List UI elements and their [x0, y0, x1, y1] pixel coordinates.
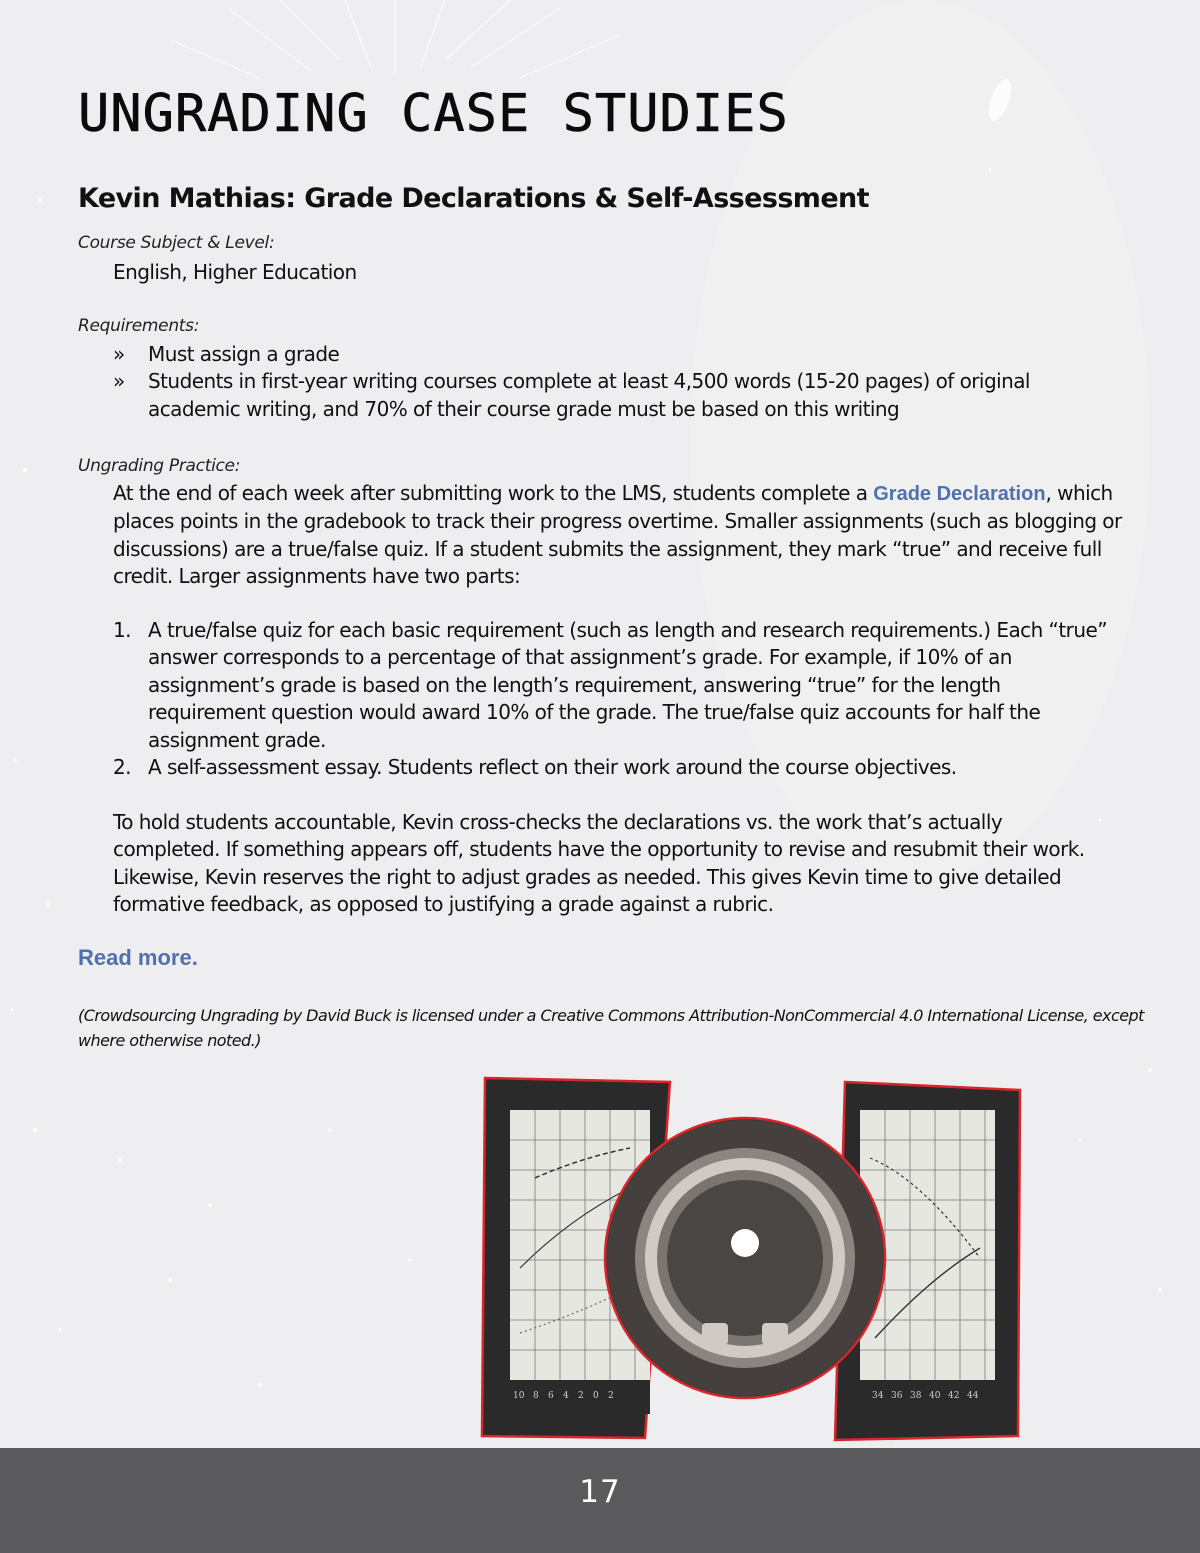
page-title: UNGRADING CASE STUDIES — [78, 84, 789, 144]
accountability-paragraph: To hold students accountable, Kevin cross-checks the declarations vs. the work that’s actually completed. If something appears off, students have the opportunity to revise and resubmit their work. Likewise, Kevin reserves the right to adjust grades as needed. This gives Kevin time to give detailed formative feedback, as opposed to justifying a grade against a rubric. — [113, 810, 1085, 917]
requirement-text: Students in first-year writing courses complete at least 4,500 words (15-20 pages) of original academic writing, and 70% of their course grade must be based on this writing — [148, 369, 1030, 421]
license-note: (Crowdsourcing Ungrading by David Buck is licensed under a Creative Commons Attribution-NonCommercial 4.0 International License, except where otherwise noted.) — [78, 1006, 1144, 1050]
list-item — [113, 754, 1113, 781]
practice-label: Ungrading Practice: — [78, 456, 241, 476]
case-study-title: Kevin Mathias: Grade Declarations & Self-Assessment — [78, 183, 869, 214]
right-axis-label: 42 — [948, 1391, 960, 1401]
step-text: A true/false quiz for each basic requirement (such as length and research requirements.) Each “true” answer corresponds to a percentage of that assignment’s grade. For example, if 10% of an assignment’s grade is based on the length’s requirement, answering “true” for the length requirement question would award 10% of the grade. The true/false quiz accounts for half the assignment grade. — [148, 618, 1108, 752]
record-graph-illustration — [480, 1068, 1030, 1443]
page-footer — [0, 1448, 1200, 1553]
left-axis-label: 2 — [608, 1391, 614, 1401]
list-item — [113, 617, 1113, 754]
left-axis-label: 2 — [578, 1391, 584, 1401]
bullet-marker: » — [113, 342, 125, 366]
left-axis-label: 8 — [533, 1391, 539, 1401]
practice-paragraph — [113, 480, 1123, 591]
list-number: 2. — [113, 755, 131, 780]
assignment-parts-list — [113, 617, 1113, 781]
grade-declaration-link[interactable]: Grade Declaration — [873, 483, 1046, 505]
bullet-marker: » — [113, 369, 125, 394]
left-axis-label: 0 — [593, 1391, 599, 1401]
left-axis-label: 4 — [563, 1391, 569, 1401]
requirements-list — [113, 341, 1113, 423]
practice-intro-continued: , which places points in the gradebook to track their progress overtime. Smaller assignments (such as blogging or discussions) are a true/false quiz. If a student submits the assignment, they mark “true” and receive full credit. Larger assignments have two parts: — [113, 481, 1122, 589]
list-item — [113, 368, 1113, 423]
requirement-text: Must assign a grade — [148, 342, 340, 366]
course-value: English, Higher Education — [113, 260, 357, 284]
right-axis-label: 44 — [967, 1391, 979, 1401]
left-axis-label: 6 — [548, 1391, 554, 1401]
right-axis-label: 34 — [872, 1391, 884, 1401]
left-axis-label: 10 — [513, 1391, 525, 1401]
requirements-label: Requirements: — [78, 316, 200, 336]
right-axis-label: 38 — [910, 1391, 922, 1401]
list-number: 1. — [113, 618, 131, 642]
right-axis-label: 36 — [891, 1391, 903, 1401]
course-label: Course Subject & Level: — [78, 233, 275, 253]
list-item — [113, 341, 1113, 368]
step-text: A self-assessment essay. Students reflect on their work around the course objectives. — [148, 755, 957, 780]
page-number: 17 — [579, 1474, 621, 1510]
read-more-link[interactable]: Read more. — [78, 945, 198, 970]
right-axis-label: 40 — [929, 1391, 941, 1401]
practice-intro-text: At the end of each week after submitting work to the LMS, students complete a — [113, 481, 874, 505]
